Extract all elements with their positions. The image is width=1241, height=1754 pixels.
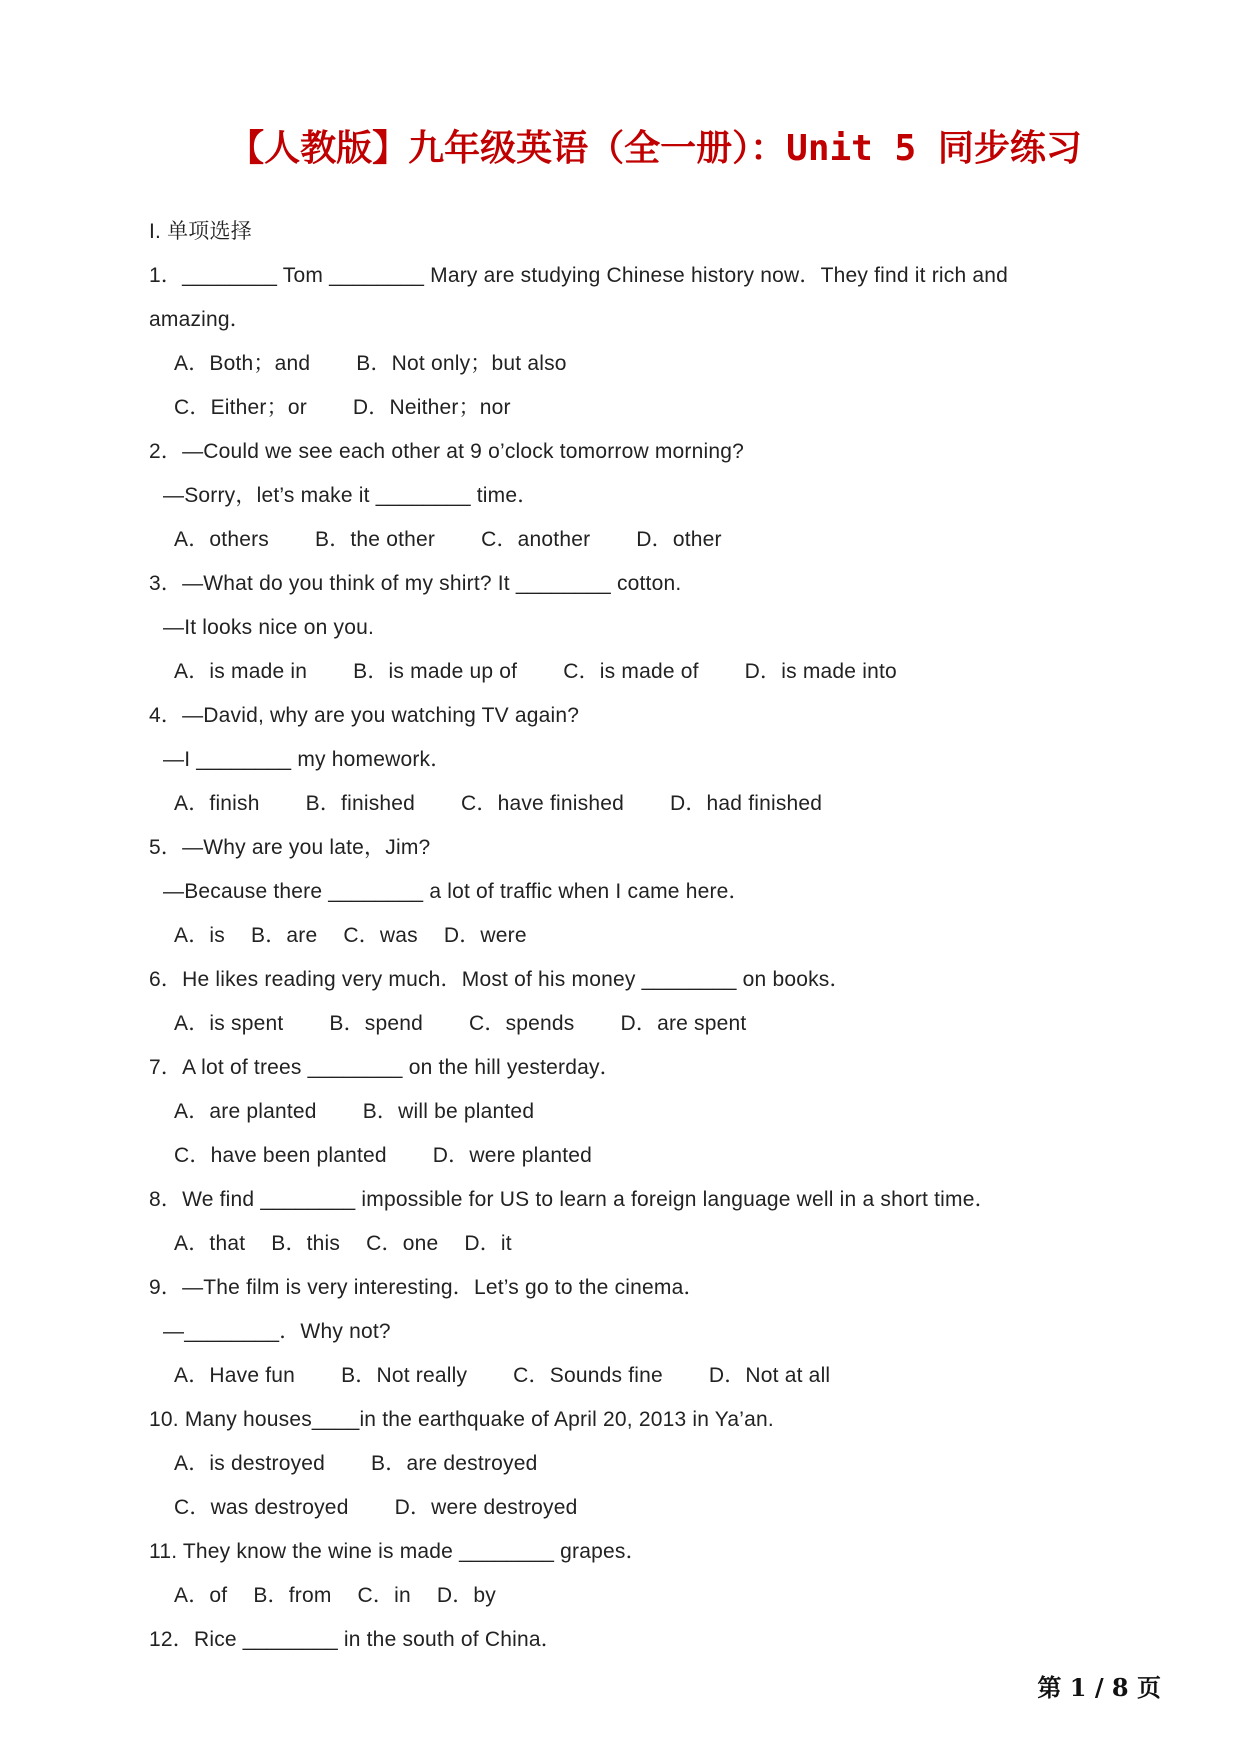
options-row	[149, 914, 1089, 958]
answer-option: D．were planted	[432, 1144, 593, 1167]
exercise-content	[149, 210, 1089, 1662]
options-row	[149, 1574, 1089, 1618]
answer-option: C．was destroyed	[174, 1496, 349, 1519]
options-row	[149, 782, 1089, 826]
answer-option: B．the other	[314, 528, 436, 551]
answer-option: A．Have fun	[174, 1364, 296, 1387]
question-2	[149, 430, 1089, 562]
answer-option: C．Sounds fine	[513, 1364, 663, 1387]
answer-option: C．spends	[469, 1012, 575, 1035]
answer-option: B．this	[271, 1232, 341, 1255]
answer-option: D．is made into	[744, 660, 897, 683]
answer-option: A．that	[174, 1232, 246, 1255]
answer-option: D．other	[636, 528, 722, 551]
question-stem: 3．—What do you think of my shirt? It ________ cotton.	[149, 572, 682, 595]
answer-option: C．Either；or	[174, 396, 307, 419]
answer-option: B．Not really	[341, 1364, 468, 1387]
page-number: 第 1 / 8 页	[1037, 1673, 1161, 1702]
answer-option: A．is	[174, 924, 225, 947]
question-dialogue-line: —Sorry，let’s make it ________ time．	[163, 484, 539, 507]
question-stem: 4．—David, why are you watching TV again?	[149, 704, 580, 727]
answer-option: B．are	[250, 924, 318, 947]
answer-option: C．have finished	[461, 792, 624, 815]
answer-option: A．Both；and	[174, 352, 311, 375]
question-stem: 11. They know the wine is made ________ grapes．	[149, 1540, 647, 1563]
answer-option: D．had finished	[669, 792, 823, 815]
answer-option: D．by	[436, 1584, 497, 1607]
answer-option: C．have been planted	[174, 1144, 387, 1167]
question-dialogue-line: —________．Why not?	[163, 1320, 391, 1343]
answer-option: C．in	[357, 1584, 411, 1607]
answer-option: B．finished	[305, 792, 416, 815]
question-dialogue-line: —It looks nice on you.	[163, 616, 375, 639]
answer-option: A．is destroyed	[174, 1452, 326, 1475]
question-dialogue-line: —I ________ my homework．	[163, 748, 452, 771]
options-row	[149, 650, 1089, 694]
answer-option: C．one	[366, 1232, 439, 1255]
options-row	[149, 1134, 1089, 1178]
options-row	[149, 1002, 1089, 1046]
answer-option: A．is made in	[174, 660, 308, 683]
options-row	[149, 1442, 1089, 1486]
answer-option: D．Neither；nor	[352, 396, 511, 419]
question-stem: 7．A lot of trees ________ on the hill yesterday．	[149, 1056, 621, 1079]
answer-option: B．Not only；but also	[356, 352, 567, 375]
options-row	[149, 1090, 1089, 1134]
question-7	[149, 1046, 1089, 1178]
question-stem: 8．We find ________ impossible for US to learn a foreign language well in a short time．	[149, 1188, 996, 1211]
question-5	[149, 826, 1089, 958]
options-row	[149, 1486, 1089, 1530]
question-stem: 6．He likes reading very much．Most of his money ________ on books．	[149, 968, 851, 991]
document-title: 【人教版】九年级英语（全一册）：Unit 5 同步练习	[228, 128, 1082, 169]
question-stem: 10. Many houses____in the earthquake of April 20, 2013 in Ya’an.	[149, 1408, 774, 1431]
question-stem: 5．—Why are you late，Jim?	[149, 836, 431, 859]
answer-option: C．is made of	[563, 660, 699, 683]
answer-option: B．are destroyed	[371, 1452, 538, 1475]
question-stem: 9．—The film is very interesting．Let’s go to the cinema．	[149, 1276, 705, 1299]
answer-option: B．from	[253, 1584, 332, 1607]
question-8	[149, 1178, 1089, 1266]
question-stem: 1．________ Tom ________ Mary are studying Chinese history now．They find it rich and amazing．	[149, 264, 1009, 331]
question-stem: 12．Rice ________ in the south of China．	[149, 1628, 562, 1651]
answer-option: D．it	[464, 1232, 512, 1255]
answer-option: C．was	[343, 924, 418, 947]
options-row	[149, 386, 1089, 430]
question-9	[149, 1266, 1089, 1398]
answer-option: A．others	[174, 528, 269, 551]
answer-option: D．were	[443, 924, 527, 947]
question-11	[149, 1530, 1089, 1618]
options-row	[149, 1354, 1089, 1398]
answer-option: C．another	[481, 528, 591, 551]
question-10	[149, 1398, 1089, 1530]
question-12	[149, 1618, 1089, 1662]
answer-option: B．is made up of	[353, 660, 518, 683]
answer-option: D．are spent	[620, 1012, 747, 1035]
question-stem: 2．—Could we see each other at 9 o’clock tomorrow morning?	[149, 440, 745, 463]
answer-option: B．spend	[329, 1012, 424, 1035]
options-row	[149, 518, 1089, 562]
question-6	[149, 958, 1089, 1046]
answer-option: B．will be planted	[362, 1100, 535, 1123]
question-4	[149, 694, 1089, 826]
answer-option: A．finish	[174, 792, 260, 815]
question-3	[149, 562, 1089, 694]
answer-option: A．of	[174, 1584, 228, 1607]
answer-option: A．is spent	[174, 1012, 284, 1035]
section-heading: I. 单项选择	[149, 220, 252, 243]
question-dialogue-line: —Because there ________ a lot of traffic when I came here．	[163, 880, 750, 903]
answer-option: A．are planted	[174, 1100, 317, 1123]
answer-option: D．were destroyed	[394, 1496, 578, 1519]
question-1	[149, 254, 1089, 430]
answer-option: D．Not at all	[708, 1364, 831, 1387]
options-row	[149, 1222, 1089, 1266]
options-row	[149, 342, 1089, 386]
